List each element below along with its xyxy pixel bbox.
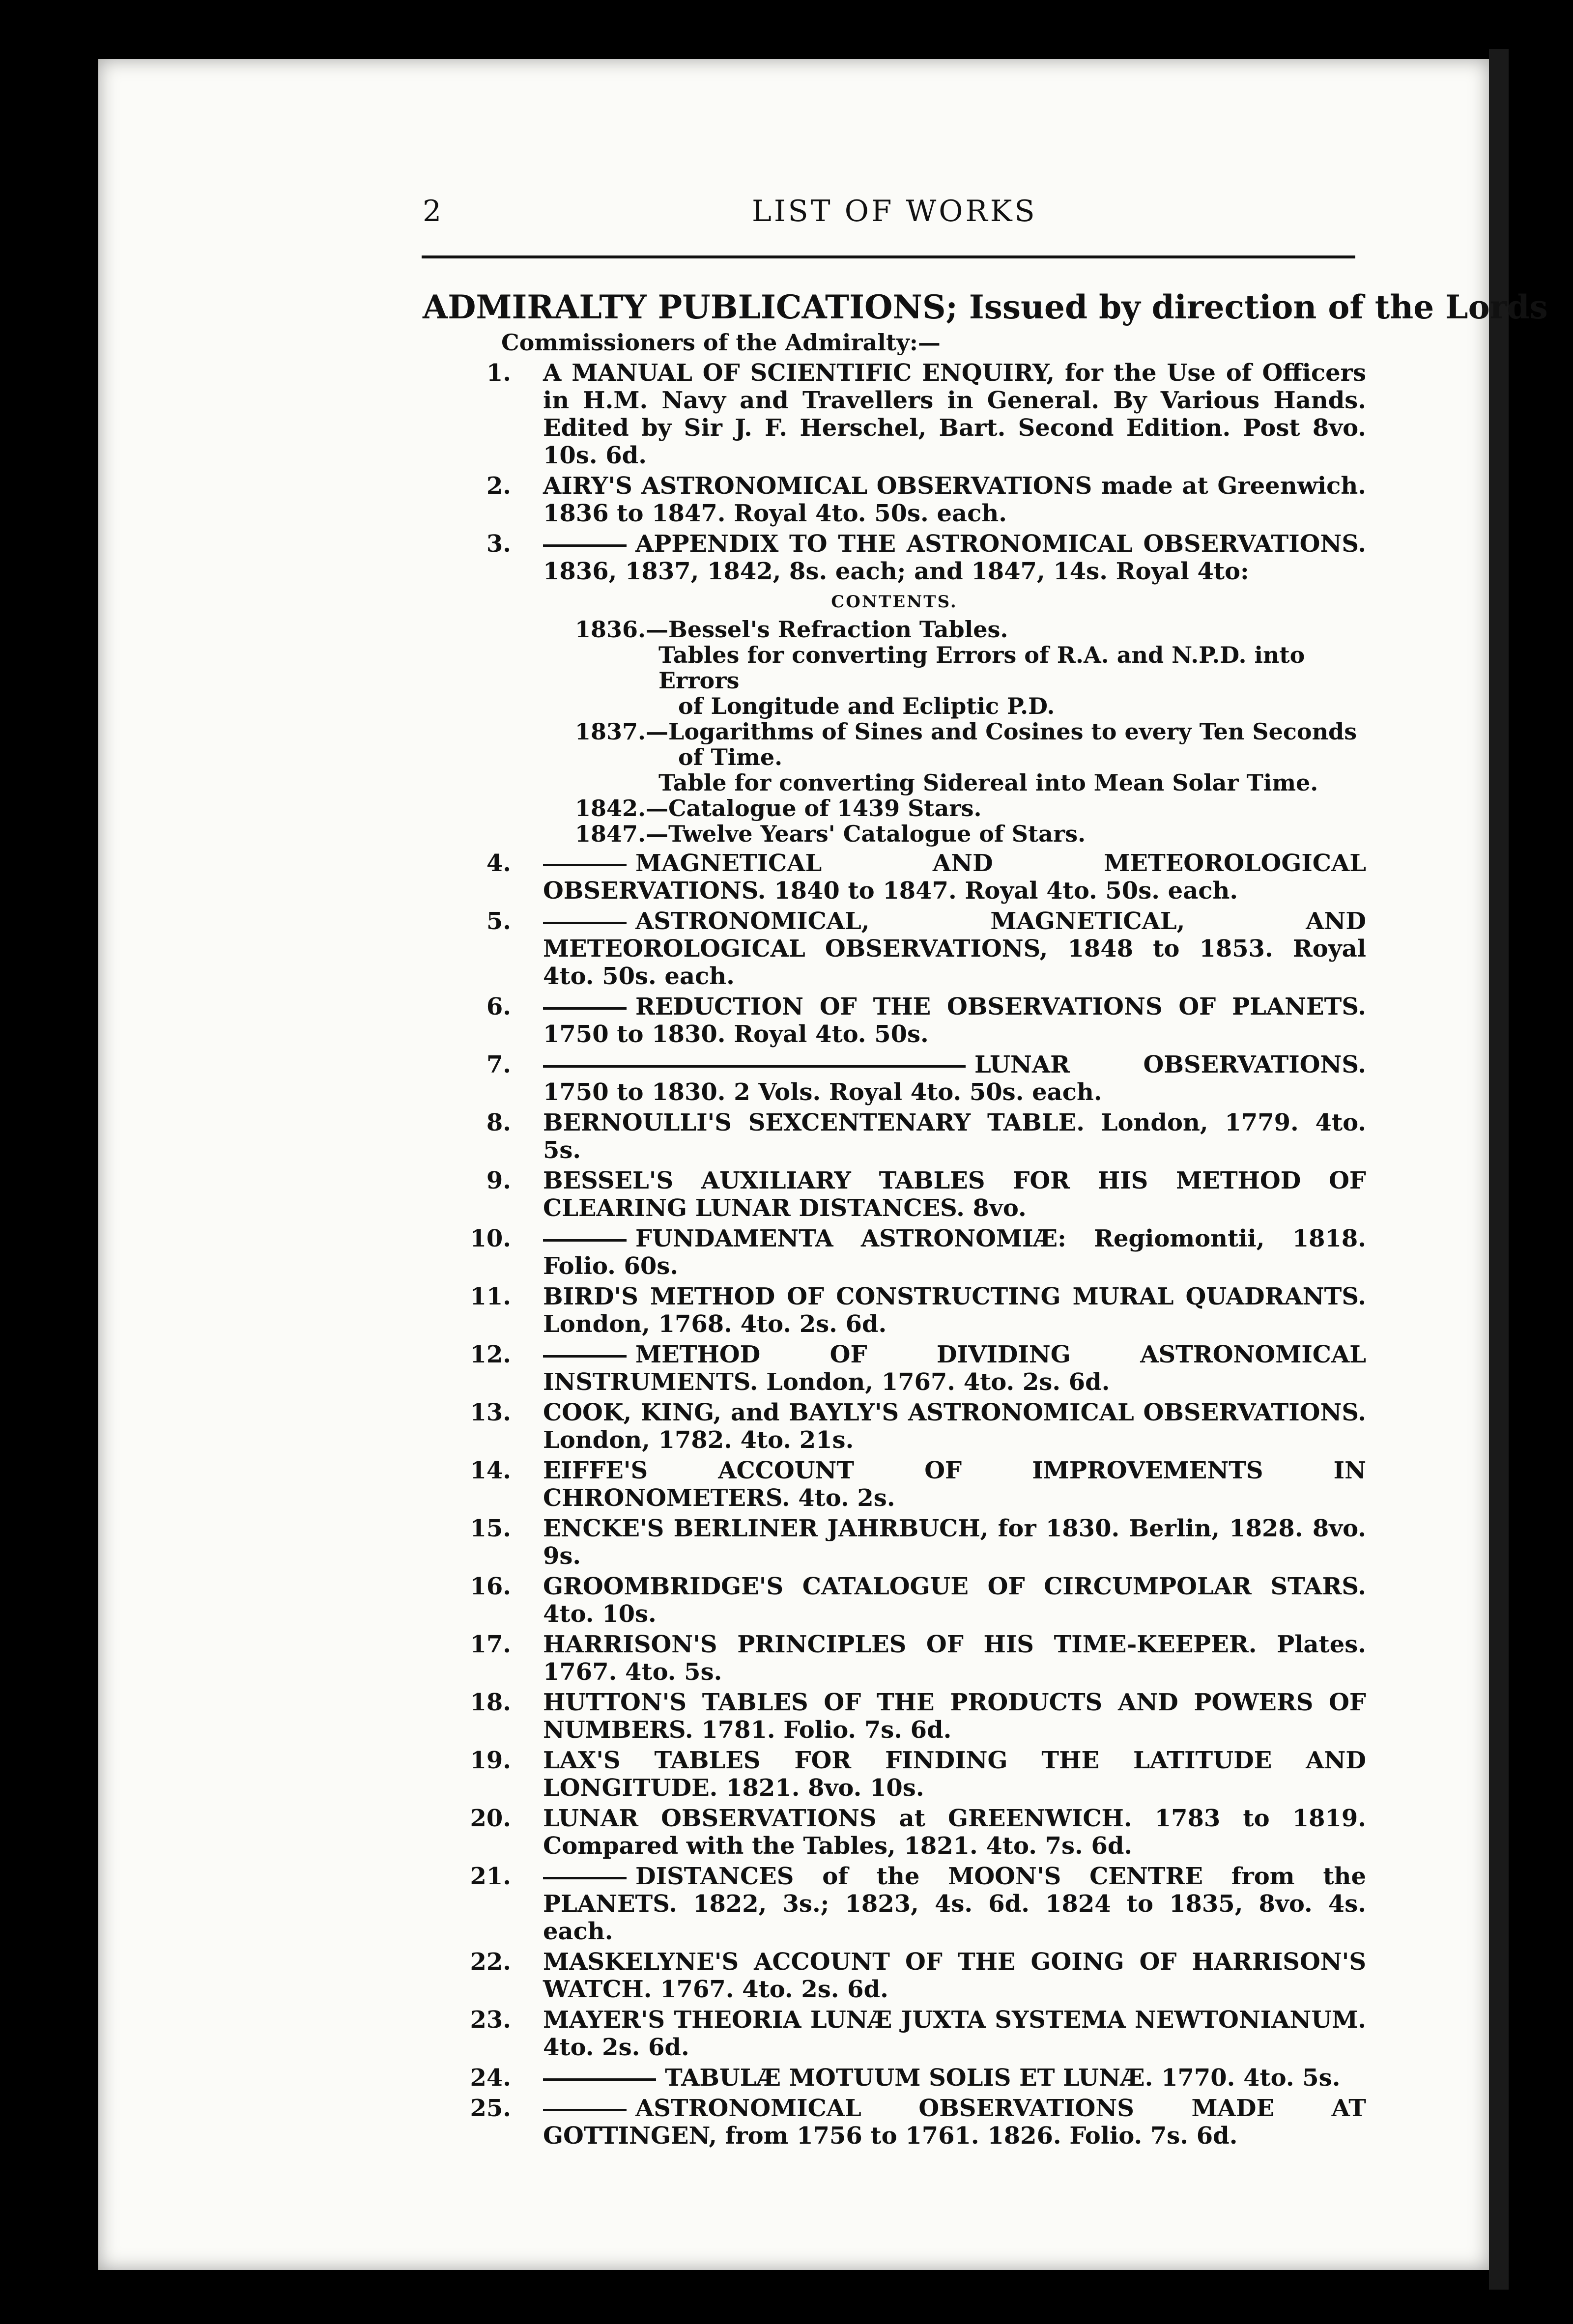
list-item xyxy=(423,530,1366,585)
ditto-dash xyxy=(543,1065,966,1068)
list-item xyxy=(423,907,1366,990)
entry-number: 7. xyxy=(486,1051,511,1078)
entry-text: MAYER'S THEORIA LUNÆ JUXTA SYSTEMA NEWTONIANUM. 4to. 2s. 6d. xyxy=(543,2006,1366,2061)
contents-row: Tables for converting Errors of R.A. and N.P.D. into Errors xyxy=(658,642,1305,694)
entry-text: BERNOULLI'S SEXCENTENARY TABLE. London, 1779. 4to. 5s. xyxy=(543,1109,1366,1164)
ditto-dash xyxy=(543,2078,656,2081)
list-item xyxy=(423,359,1366,469)
list-item xyxy=(423,1747,1366,1802)
contents-row: of Time. xyxy=(678,744,783,770)
list-item xyxy=(423,2064,1366,2092)
contents-row: 1847.—Twelve Years' Catalogue of Stars. xyxy=(575,821,1086,847)
section-title: ADMIRALTY PUBLICATIONS xyxy=(423,288,946,326)
contents-row: 1837.—Logarithms of Sines and Cosines to every Ten Seconds xyxy=(575,718,1357,745)
entry-number: 4. xyxy=(486,850,511,877)
entry-number: 15. xyxy=(470,1515,511,1542)
entry-list xyxy=(423,359,1366,585)
section-title-rest: ; Issued by direction of the Lords xyxy=(945,288,1548,326)
page-number: 2 xyxy=(423,194,442,228)
list-item xyxy=(423,1225,1366,1280)
entry-number: 12. xyxy=(470,1341,511,1368)
list-item xyxy=(423,2095,1366,2150)
contents-label: CONTENTS. xyxy=(831,592,958,612)
list-item xyxy=(423,1457,1366,1512)
list-item xyxy=(423,1631,1366,1686)
entry-number: 25. xyxy=(470,2095,511,2122)
entry-number: 10. xyxy=(470,1225,511,1252)
list-item xyxy=(423,1805,1366,1860)
list-item xyxy=(423,850,1366,905)
header-rule xyxy=(422,255,1355,258)
entry-number: 2. xyxy=(486,472,511,500)
running-title: LIST OF WORKS xyxy=(752,194,1037,228)
entry-number: 18. xyxy=(470,1689,511,1716)
entry-number: 5. xyxy=(486,907,511,935)
entry-number: 8. xyxy=(486,1109,511,1136)
list-item xyxy=(423,1109,1366,1164)
ditto-dash xyxy=(543,922,627,924)
entry-text: LAX'S TABLES FOR FINDING THE LATITUDE AND LONGITUDE. 1821. 8vo. 10s. xyxy=(543,1747,1366,1802)
ditto-dash xyxy=(543,864,627,866)
entry-text: HARRISON'S PRINCIPLES OF HIS TIME-KEEPER. Plates. 1767. 4to. 5s. xyxy=(543,1631,1366,1686)
entry-number: 6. xyxy=(486,993,511,1020)
entry-text: MASKELYNE'S ACCOUNT OF THE GOING OF HARRISON'S WATCH. 1767. 4to. 2s. 6d. xyxy=(543,1948,1366,2003)
list-item xyxy=(423,993,1366,1048)
entry-list-continued xyxy=(423,850,1366,2150)
entry-text: MAGNETICAL AND METEOROLOGICAL OBSERVATIONS. 1840 to 1847. Royal 4to. 50s. each. xyxy=(543,850,1366,905)
entry-number: 1. xyxy=(486,359,511,387)
contents-row: 1842.—Catalogue of 1439 Stars. xyxy=(575,795,982,822)
entry-number: 21. xyxy=(470,1863,511,1890)
ditto-dash xyxy=(543,1877,627,1879)
contents-row: of Longitude and Ecliptic P.D. xyxy=(678,693,1055,719)
entry-text: ASTRONOMICAL OBSERVATIONS MADE AT GOTTINGEN, from 1756 to 1761. 1826. Folio. 7s. 6d. xyxy=(543,2095,1366,2150)
entry-text: COOK, KING, and BAYLY'S ASTRONOMICAL OBSERVATIONS. London, 1782. 4to. 21s. xyxy=(543,1399,1366,1454)
list-content xyxy=(423,287,1548,2153)
entry-number: 14. xyxy=(470,1457,511,1484)
list-item xyxy=(423,1863,1366,1945)
contents-row: Table for converting Sidereal into Mean Solar Time. xyxy=(658,769,1318,796)
entry-text: REDUCTION OF THE OBSERVATIONS OF PLANETS. 1750 to 1830. Royal 4to. 50s. xyxy=(543,993,1366,1048)
list-item xyxy=(423,1689,1366,1744)
entry-number: 9. xyxy=(486,1167,511,1194)
entry-number: 3. xyxy=(486,530,511,558)
list-item xyxy=(423,2006,1366,2061)
entry-text: METHOD OF DIVIDING ASTRONOMICAL INSTRUMENTS. London, 1767. 4to. 2s. 6d. xyxy=(543,1341,1366,1396)
entry-number: 11. xyxy=(470,1283,511,1310)
ditto-dash xyxy=(543,1007,627,1010)
entry-text: ASTRONOMICAL, MAGNETICAL, AND METEOROLOGICAL OBSERVATIONS, 1848 to 1853. Royal 4to. 50s. each. xyxy=(543,907,1366,990)
entry-text: FUNDAMENTA ASTRONOMIÆ: Regiomontii, 1818. Folio. 60s. xyxy=(543,1225,1366,1280)
contents-list xyxy=(423,617,1366,847)
entry-text: LUNAR OBSERVATIONS. 1750 to 1830. 2 Vols. Royal 4to. 50s. each. xyxy=(543,1051,1366,1106)
list-item xyxy=(423,1051,1366,1106)
list-item xyxy=(423,1341,1366,1396)
entry-number: 22. xyxy=(470,1948,511,1976)
entry-text: BIRD'S METHOD OF CONSTRUCTING MURAL QUADRANTS. London, 1768. 4to. 2s. 6d. xyxy=(543,1283,1366,1338)
entry-number: 13. xyxy=(470,1399,511,1426)
ditto-dash xyxy=(543,544,627,547)
entry-number: 24. xyxy=(470,2064,511,2092)
entry-number: 19. xyxy=(470,1747,511,1774)
entry-text: TABULÆ MOTUUM SOLIS ET LUNÆ. 1770. 4to. 5s. xyxy=(665,2064,1341,2092)
entry-number: 20. xyxy=(470,1805,511,1832)
entry-text: AIRY'S ASTRONOMICAL OBSERVATIONS made at Greenwich. 1836 to 1847. Royal 4to. 50s. each. xyxy=(543,472,1366,527)
entry-text: BESSEL'S AUXILIARY TABLES FOR HIS METHOD OF CLEARING LUNAR DISTANCES. 8vo. xyxy=(543,1167,1366,1222)
ditto-dash xyxy=(543,1355,627,1358)
entry-text: EIFFE'S ACCOUNT OF IMPROVEMENTS IN CHRONOMETERS. 4to. 2s. xyxy=(543,1457,1366,1512)
entry-text: A MANUAL OF SCIENTIFIC ENQUIRY, for the Use of Officers in H.M. Navy and Travellers in General. By Various Hands. Edited by Sir J. F. Herschel, Bart. Second Edition. Post 8vo. 10s. 6d. xyxy=(543,359,1366,469)
contents-row: 1836.—Bessel's Refraction Tables. xyxy=(575,616,1008,643)
list-item xyxy=(423,1515,1366,1570)
entry-number: 16. xyxy=(470,1573,511,1600)
entry-text: LUNAR OBSERVATIONS at GREENWICH. 1783 to 1819. Compared with the Tables, 1821. 4to. 7s. 6d. xyxy=(543,1805,1366,1860)
list-item xyxy=(423,1283,1366,1338)
entry-number: 17. xyxy=(470,1631,511,1658)
list-item xyxy=(423,472,1366,527)
entry-number: 23. xyxy=(470,2006,511,2034)
list-item xyxy=(423,1573,1366,1628)
entry-text: ENCKE'S BERLINER JAHRBUCH, for 1830. Berlin, 1828. 8vo. 9s. xyxy=(543,1515,1366,1570)
section-subtitle: Commissioners of the Admiralty:— xyxy=(501,329,941,356)
list-item xyxy=(423,1167,1366,1222)
entry-text: DISTANCES of the MOON'S CENTRE from the PLANETS. 1822, 3s.; 1823, 4s. 6d. 1824 to 1835, 8vo. 4s. each. xyxy=(543,1863,1366,1945)
list-item xyxy=(423,1948,1366,2003)
section-heading xyxy=(423,287,1548,327)
ditto-dash xyxy=(543,2109,627,2111)
ditto-dash xyxy=(543,1239,627,1242)
entry-text: HUTTON'S TABLES OF THE PRODUCTS AND POWERS OF NUMBERS. 1781. Folio. 7s. 6d. xyxy=(543,1689,1366,1744)
page-edge xyxy=(1489,49,1509,2290)
list-item xyxy=(423,1399,1366,1454)
entry-text: GROOMBRIDGE'S CATALOGUE OF CIRCUMPOLAR STARS. 4to. 10s. xyxy=(543,1573,1366,1628)
entry-text: APPENDIX TO THE ASTRONOMICAL OBSERVATIONS. 1836, 1837, 1842, 8s. each; and 1847, 14s. Royal 4to: xyxy=(543,530,1366,585)
